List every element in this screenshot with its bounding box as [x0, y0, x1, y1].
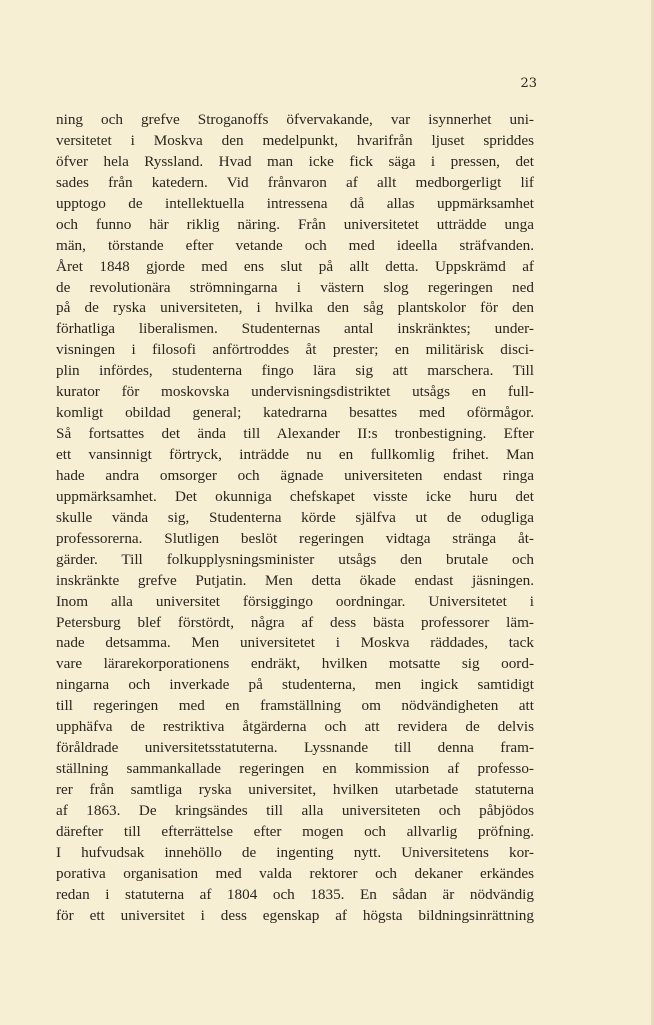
text-line: öfver hela Ryssland. Hvad man icke fick säga i pressen, det	[56, 152, 534, 170]
text-line: vare lärarekorporationens endräkt, hvilken motsatte sig oord-	[56, 655, 534, 673]
page-number: 23	[520, 76, 537, 91]
text-line: föråldrade universitetsstatuterna. Lyssnande till denna fram-	[56, 739, 534, 757]
text-line: upphäfva de restriktiva åtgärderna och att revidera de delvis	[56, 718, 534, 736]
text-line: porativa organisation med valda rektorer och dekaner erkändes	[56, 864, 534, 882]
text-line: ningarna och inverkade på studenterna, men ingick samtidigt	[56, 676, 534, 694]
text-line: af 1863. De kringsändes till alla universiteten och påbjödos	[56, 801, 534, 819]
text-line: och funno här riklig näring. Från universitetet utträdde unga	[56, 215, 534, 233]
text-line: till regeringen med en framställning om nödvändigheten att	[56, 697, 534, 715]
text-line: Inom alla universitet försiggingo oordningar. Universitetet i	[56, 592, 534, 610]
text-line: män, törstande efter vetande och med ideella sträfvanden.	[56, 236, 534, 254]
text-line: ställning sammankallade regeringen en kommission af professo-	[56, 760, 534, 778]
text-line: uppmärksamhet. Det okunniga chefskapet visste icke huru det	[56, 487, 534, 505]
text-line: de revolutionära strömningarna i västern slog regeringen ned	[56, 278, 534, 296]
text-line: Året 1848 gjorde med ens slut på allt detta. Uppskrämd af	[56, 257, 534, 275]
text-line: för ett universitet i dess egenskap af högsta bildningsinrättning	[56, 906, 534, 924]
body-text	[56, 110, 534, 927]
text-line: visningen i filosofi anförtroddes åt prester; en militärisk disci-	[56, 341, 534, 359]
text-line: på de ryska universiteten, i hvilka den såg plantskolor för den	[56, 299, 534, 317]
text-line: ett vansinnigt förtryck, inträdde nu en fullkomlig frihet. Man	[56, 446, 534, 463]
text-line: inskränkte grefve Putjatin. Men detta ökade endast jäsningen.	[56, 571, 534, 589]
text-line: Så fortsattes det ända till Alexander II:s tronbestigning. Efter	[56, 425, 534, 443]
text-line: redan i statuterna af 1804 och 1835. En sådan är nödvändig	[56, 885, 534, 903]
text-line: versitetet i Moskva den medelpunkt, hvarifrån ljuset spriddes	[56, 131, 534, 149]
text-line: skulle vända sig, Studenterna körde själfva ut de odugliga	[56, 508, 534, 526]
text-line: därefter till efterrättelse efter mogen och allvarlig pröfning.	[56, 822, 534, 840]
text-line: rer från samtliga ryska universitet, hvilken utarbetade statuterna	[56, 781, 534, 798]
text-line: ning och grefve Stroganoffs öfvervakande, var isynnerhet uni-	[56, 111, 534, 128]
text-line: komligt obildad general; katedrarna besattes med oförmågor.	[56, 404, 534, 422]
text-line: sades från katedern. Vid frånvaron af allt medborgerligt lif	[56, 173, 534, 191]
text-line: Petersburg blef förstördt, några af dess bästa professorer läm-	[56, 613, 534, 631]
text-line: plin infördes, studenterna fingo lära sig att marschera. Till	[56, 362, 534, 380]
text-line: nade detsamma. Men universitetet i Moskva räddades, tack	[56, 634, 534, 652]
text-line: I hufvudsak innehöllo de ingenting nytt. Universitetens kor-	[56, 843, 534, 861]
text-line: upptogo de intellektuella intressena då allas uppmärksamhet	[56, 194, 534, 212]
text-line: gärder. Till folkupplysningsminister utsågs den brutale och	[56, 550, 534, 568]
text-line: hade andra omsorger och ägnade universiteten endast ringa	[56, 466, 534, 484]
text-line: förhatliga liberalismen. Studenternas antal inskränktes; under-	[56, 320, 534, 338]
text-line: kurator för moskovska undervisningsdistriktet utsågs en full-	[56, 383, 534, 401]
text-line: professorerna. Slutligen beslöt regeringen vidtaga stränga åt-	[56, 529, 534, 547]
